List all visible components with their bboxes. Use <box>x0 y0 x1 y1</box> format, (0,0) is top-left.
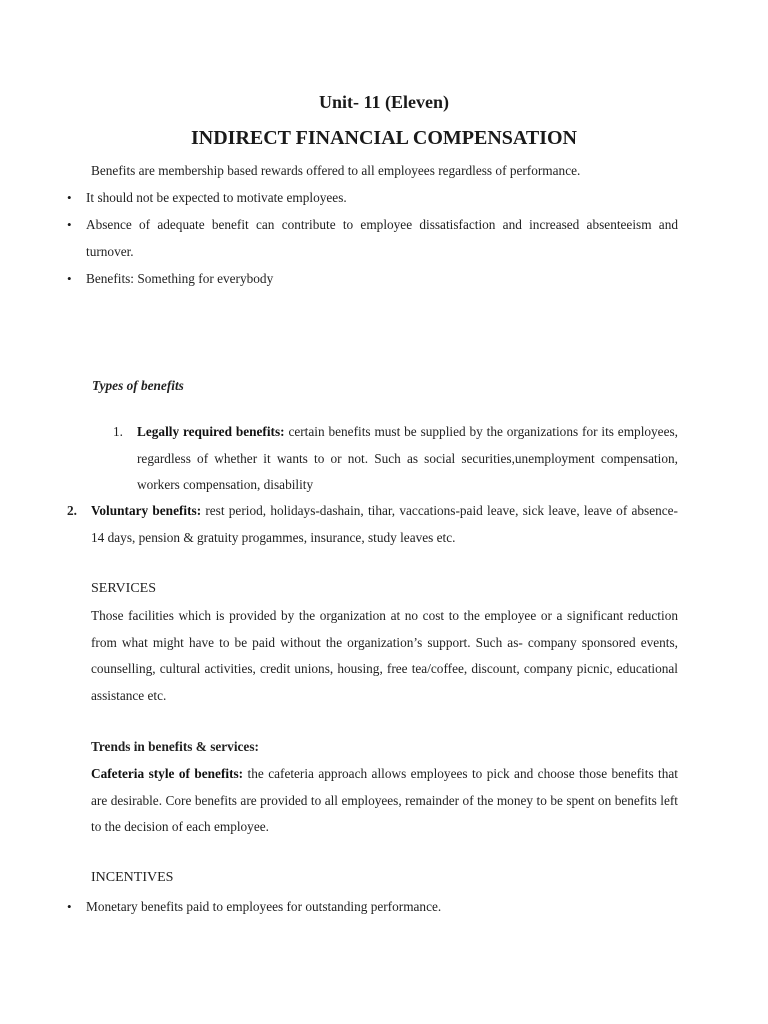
benefit-type-text: Legally required benefits: certain benefits must be supplied by the organizations for its employees, regardless of whether it wants to or not. Such as social securities,unemployment compensation, workers compensation, disability <box>137 424 678 492</box>
list-item: Monetary benefits paid to employees for outstanding performance. <box>86 899 442 914</box>
benefit-type-text: Voluntary benefits: rest period, holidays-dashain, tihar, vaccations-paid leave, sick leave, leave of absence- 14 days, pension & gratuity progammes, insurance, study leaves etc. <box>91 503 678 545</box>
bullet-symbol: • <box>67 217 72 232</box>
list-number: 1. <box>113 424 123 439</box>
benefit-type-label: Legally required benefits: <box>137 424 285 439</box>
bullet-symbol: • <box>67 899 72 914</box>
services-heading: SERVICES <box>91 581 157 596</box>
bullet-symbol: • <box>67 190 72 205</box>
unit-title: Unit- 11 (Eleven) <box>319 92 449 112</box>
list-item: Benefits: Something for everybody <box>86 271 274 286</box>
benefit-type-label: Voluntary benefits: <box>91 503 202 518</box>
list-item: It should not be expected to motivate employees. <box>86 190 347 205</box>
list-item: Absence of adequate benefit can contribute to employee dissatisfaction and increased absenteeism and turnover. <box>86 217 678 259</box>
incentives-heading: INCENTIVES <box>91 870 174 885</box>
main-title: INDIRECT FINANCIAL COMPENSATION <box>191 127 577 149</box>
types-heading: Types of benefits <box>92 378 184 393</box>
cafeteria-label: Cafeteria style of benefits: <box>91 766 244 781</box>
intro-paragraph: Benefits are membership based rewards offered to all employees regardless of performance. <box>91 163 581 178</box>
bullet-symbol: • <box>67 271 72 286</box>
trends-heading: Trends in benefits & services: <box>91 739 259 754</box>
services-paragraph: Those facilities which is provided by the organization at no cost to the employee or a significant reduction from what might have to be paid without the organization’s support. Such as- company sponsored events, counselling, cultural activities, credit unions, housing, free tea/coffee, discount, company picnic, educational assistance etc. <box>91 608 678 703</box>
list-number: 2. <box>67 503 77 518</box>
cafeteria-paragraph: Cafeteria style of benefits: the cafeteria approach allows employees to pick and choose those benefits that are desirable. Core benefits are provided to all employees, remainder of the money to be spent on benefits left to the decision of each employee. <box>91 766 678 834</box>
